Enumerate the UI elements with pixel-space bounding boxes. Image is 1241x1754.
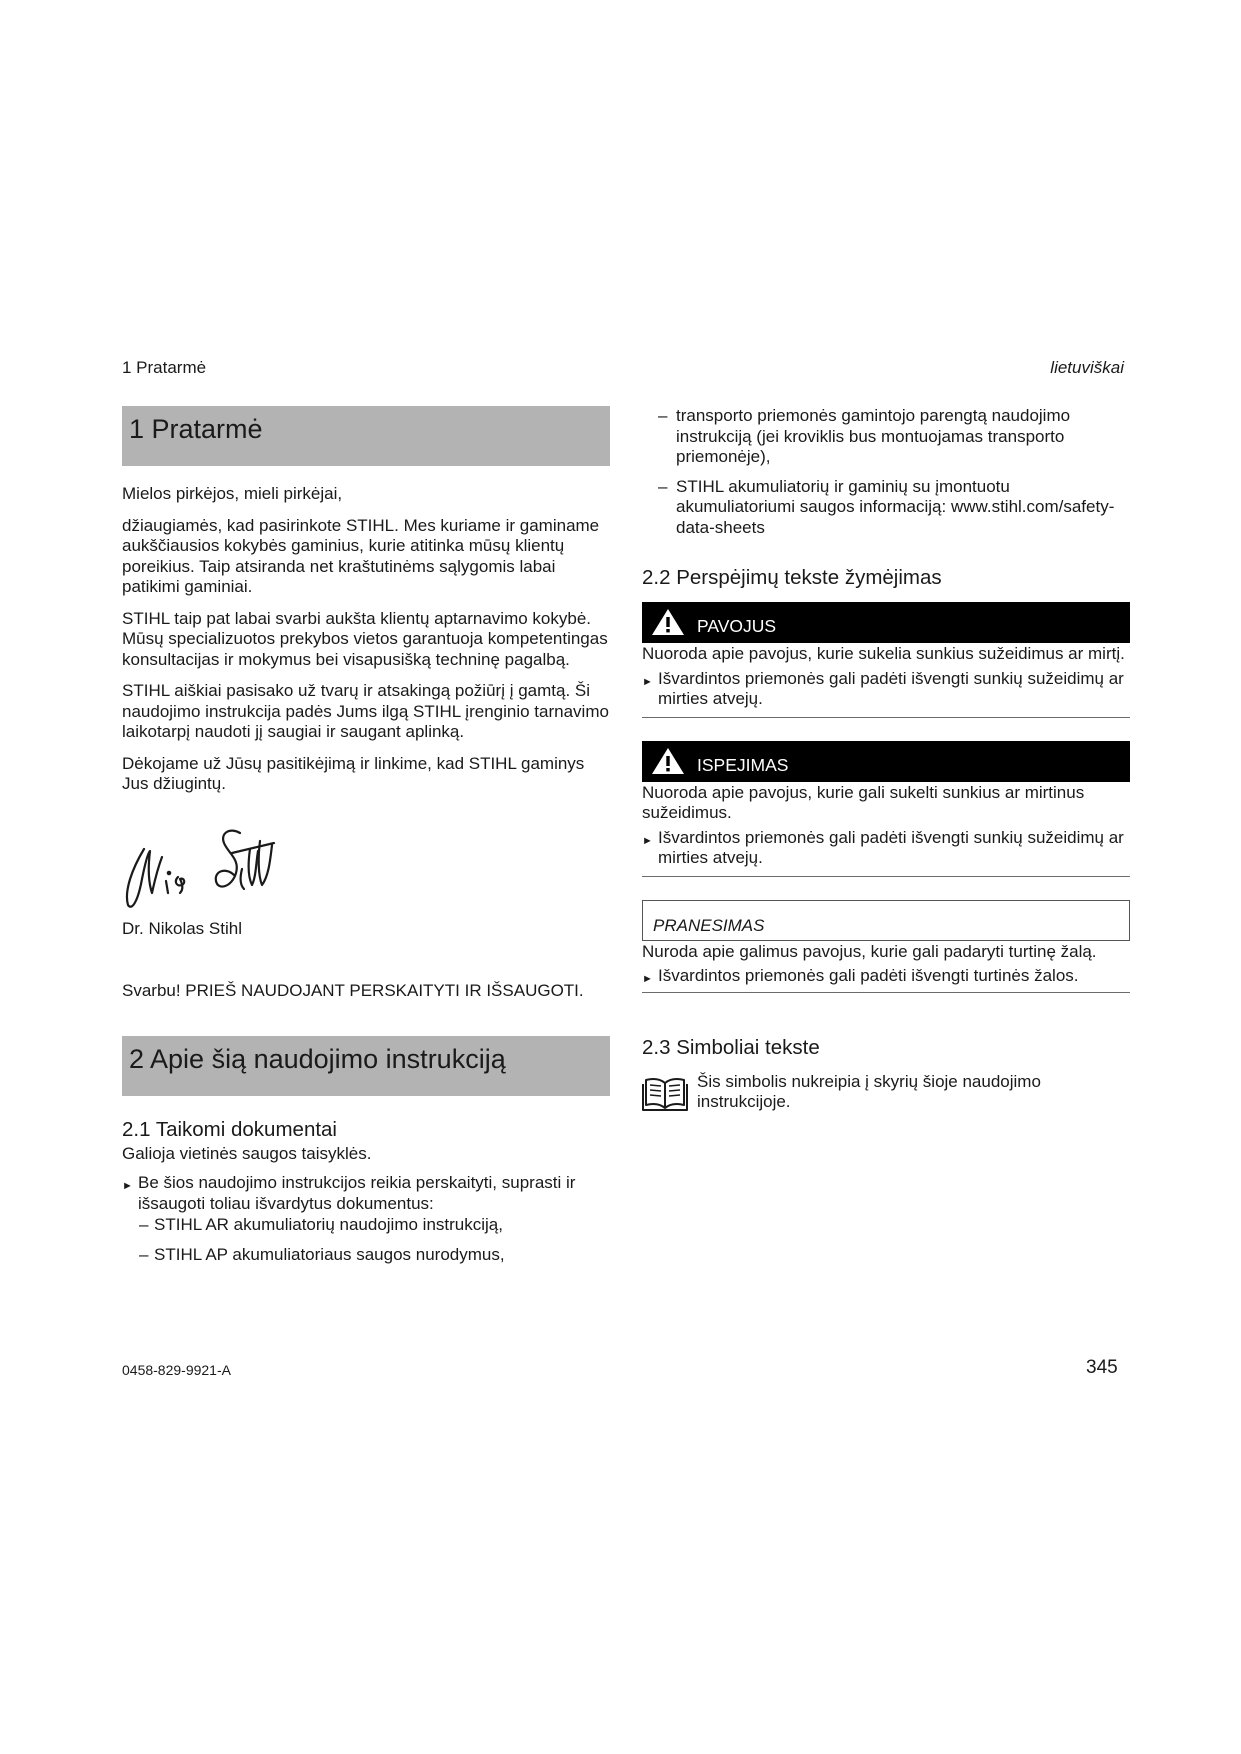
notice-label: PRANESIMAS <box>653 915 765 935</box>
section-2-3-heading: 2.3 Simboliai tekste <box>642 1035 820 1059</box>
chapter-1-heading: 1 Pratarmė <box>122 406 610 466</box>
foreword-paragraph-2: STIHL taip pat labai svarbi aukšta klientų aptarnavimo kokybė. Mūsų specializuotos prekybos vietos garantuoja kompetentingas konsultacijas ir mokymus bei visapusišką techninę pagalbą. <box>122 608 608 669</box>
notice-bullet <box>642 966 1130 993</box>
warning-label-bar <box>642 741 1130 782</box>
signature-name: Dr. Nikolas Stihl <box>122 918 242 938</box>
warning-label: ISPEJIMAS <box>697 754 789 775</box>
chapter-2-heading: 2 Apie šią naudojimo instrukciją <box>122 1036 610 1096</box>
section-2-1-bullet <box>122 1173 610 1214</box>
open-book-icon <box>642 1076 688 1118</box>
signature-image <box>122 819 610 911</box>
page-header <box>122 358 1124 382</box>
document-number: 0458-829-9921-A <box>122 1362 231 1378</box>
section-2-1-intro: Galioja vietinės saugos taisyklės. <box>122 1143 372 1163</box>
warning-triangle-icon <box>651 747 685 780</box>
danger-text: Nuoroda apie pavojus, kurie sukelia sunkius sužeidimus ar mirtį. <box>642 644 1125 663</box>
warning-text: Nuoroda apie pavojus, kurie gali sukelti sunkius ar mirtinus sužeidimus. <box>642 782 1085 822</box>
page-number: 345 <box>1086 1357 1118 1378</box>
danger-bullet <box>642 669 1130 718</box>
document-item: – STIHL AP akumuliatoriaus saugos nurodymus, <box>122 1245 610 1266</box>
foreword-paragraph-1: džiaugiamės, kad pasirinkote STIHL. Mes kuriame ir gaminame aukščiausios kokybės gaminius, kurie atitinka mūsų klientų poreikius. Taip atsiranda net kraštutinėms sąlygomis labai patikimi gaminiai. <box>122 515 600 596</box>
notice-text: Nuroda apie galimus pavojus, kurie gali padaryti turtinę žalą. <box>642 941 1097 961</box>
bullet-text: Išvardintos priemonės gali padėti išvengti sunkių sužeidimų ar mirties atvejų. <box>658 668 1124 708</box>
danger-label: PAVOJUS <box>697 616 777 636</box>
section-2-2-heading: 2.2 Perspėjimų tekste žymėjimas <box>642 566 942 589</box>
bullet-text: Išvardintos priemonės gali padėti išvengti turtinės žalos. <box>658 966 1079 985</box>
book-symbol-row <box>642 1072 1130 1113</box>
running-section-title: 1 Pratarmė <box>122 358 207 377</box>
warning-triangle-icon <box>651 608 685 641</box>
document-item: – STIHL AR akumuliatorių naudojimo instrukciją, <box>122 1215 610 1236</box>
document-item: – transporto priemonės gamintojo parengtą naudojimo instrukciją (jei kroviklis bus montuojamas transporto priemonėje), <box>642 406 1130 468</box>
notice-label-box <box>642 900 1130 941</box>
document-item: – STIHL akumuliatorių ir gaminių su įmontuotu akumuliatoriumi saugos informaciją: www.stihl.com/safety-data-sheets <box>642 477 1130 539</box>
danger-label-bar <box>642 602 1130 643</box>
right-column <box>642 406 1130 1113</box>
foreword-paragraph-3: STIHL aiškiai pasisako už tvarų ir atsakingą požiūrį į gamtą. Ši naudojimo instrukcija padės Jums ilgą STIHL įrenginio tarnavimo laikotarpį naudoti jį saugiai ir saugant aplinką. <box>122 681 609 741</box>
bullet-text: Išvardintos priemonės gali padėti išvengti sunkių sužeidimų ar mirties atvejų. <box>658 827 1124 867</box>
running-language: lietuviškai <box>1050 358 1124 377</box>
warning-bullet <box>642 828 1130 877</box>
greeting: Mielos pirkėjos, mieli pirkėjai, <box>122 484 343 503</box>
section-2-1-heading: 2.1 Taikomi dokumentai <box>122 1117 337 1141</box>
bullet-text: Be šios naudojimo instrukcijos reikia perskaityti, suprasti ir išsaugoti toliau išvardytus dokumentus: <box>138 1173 576 1213</box>
foreword-paragraph-4: Dėkojame už Jūsų pasitikėjimą ir linkime, kad STIHL gaminys Jus džiugintų. <box>122 753 585 793</box>
important-notice: Svarbu! PRIEŠ NAUDOJANT PERSKAITYTI IR IŠSAUGOTI. <box>122 981 584 1000</box>
book-symbol-text: Šis simbolis nukreipia į skyrių šioje naudojimo instrukcijoje. <box>697 1071 1041 1111</box>
left-column <box>122 406 610 1265</box>
